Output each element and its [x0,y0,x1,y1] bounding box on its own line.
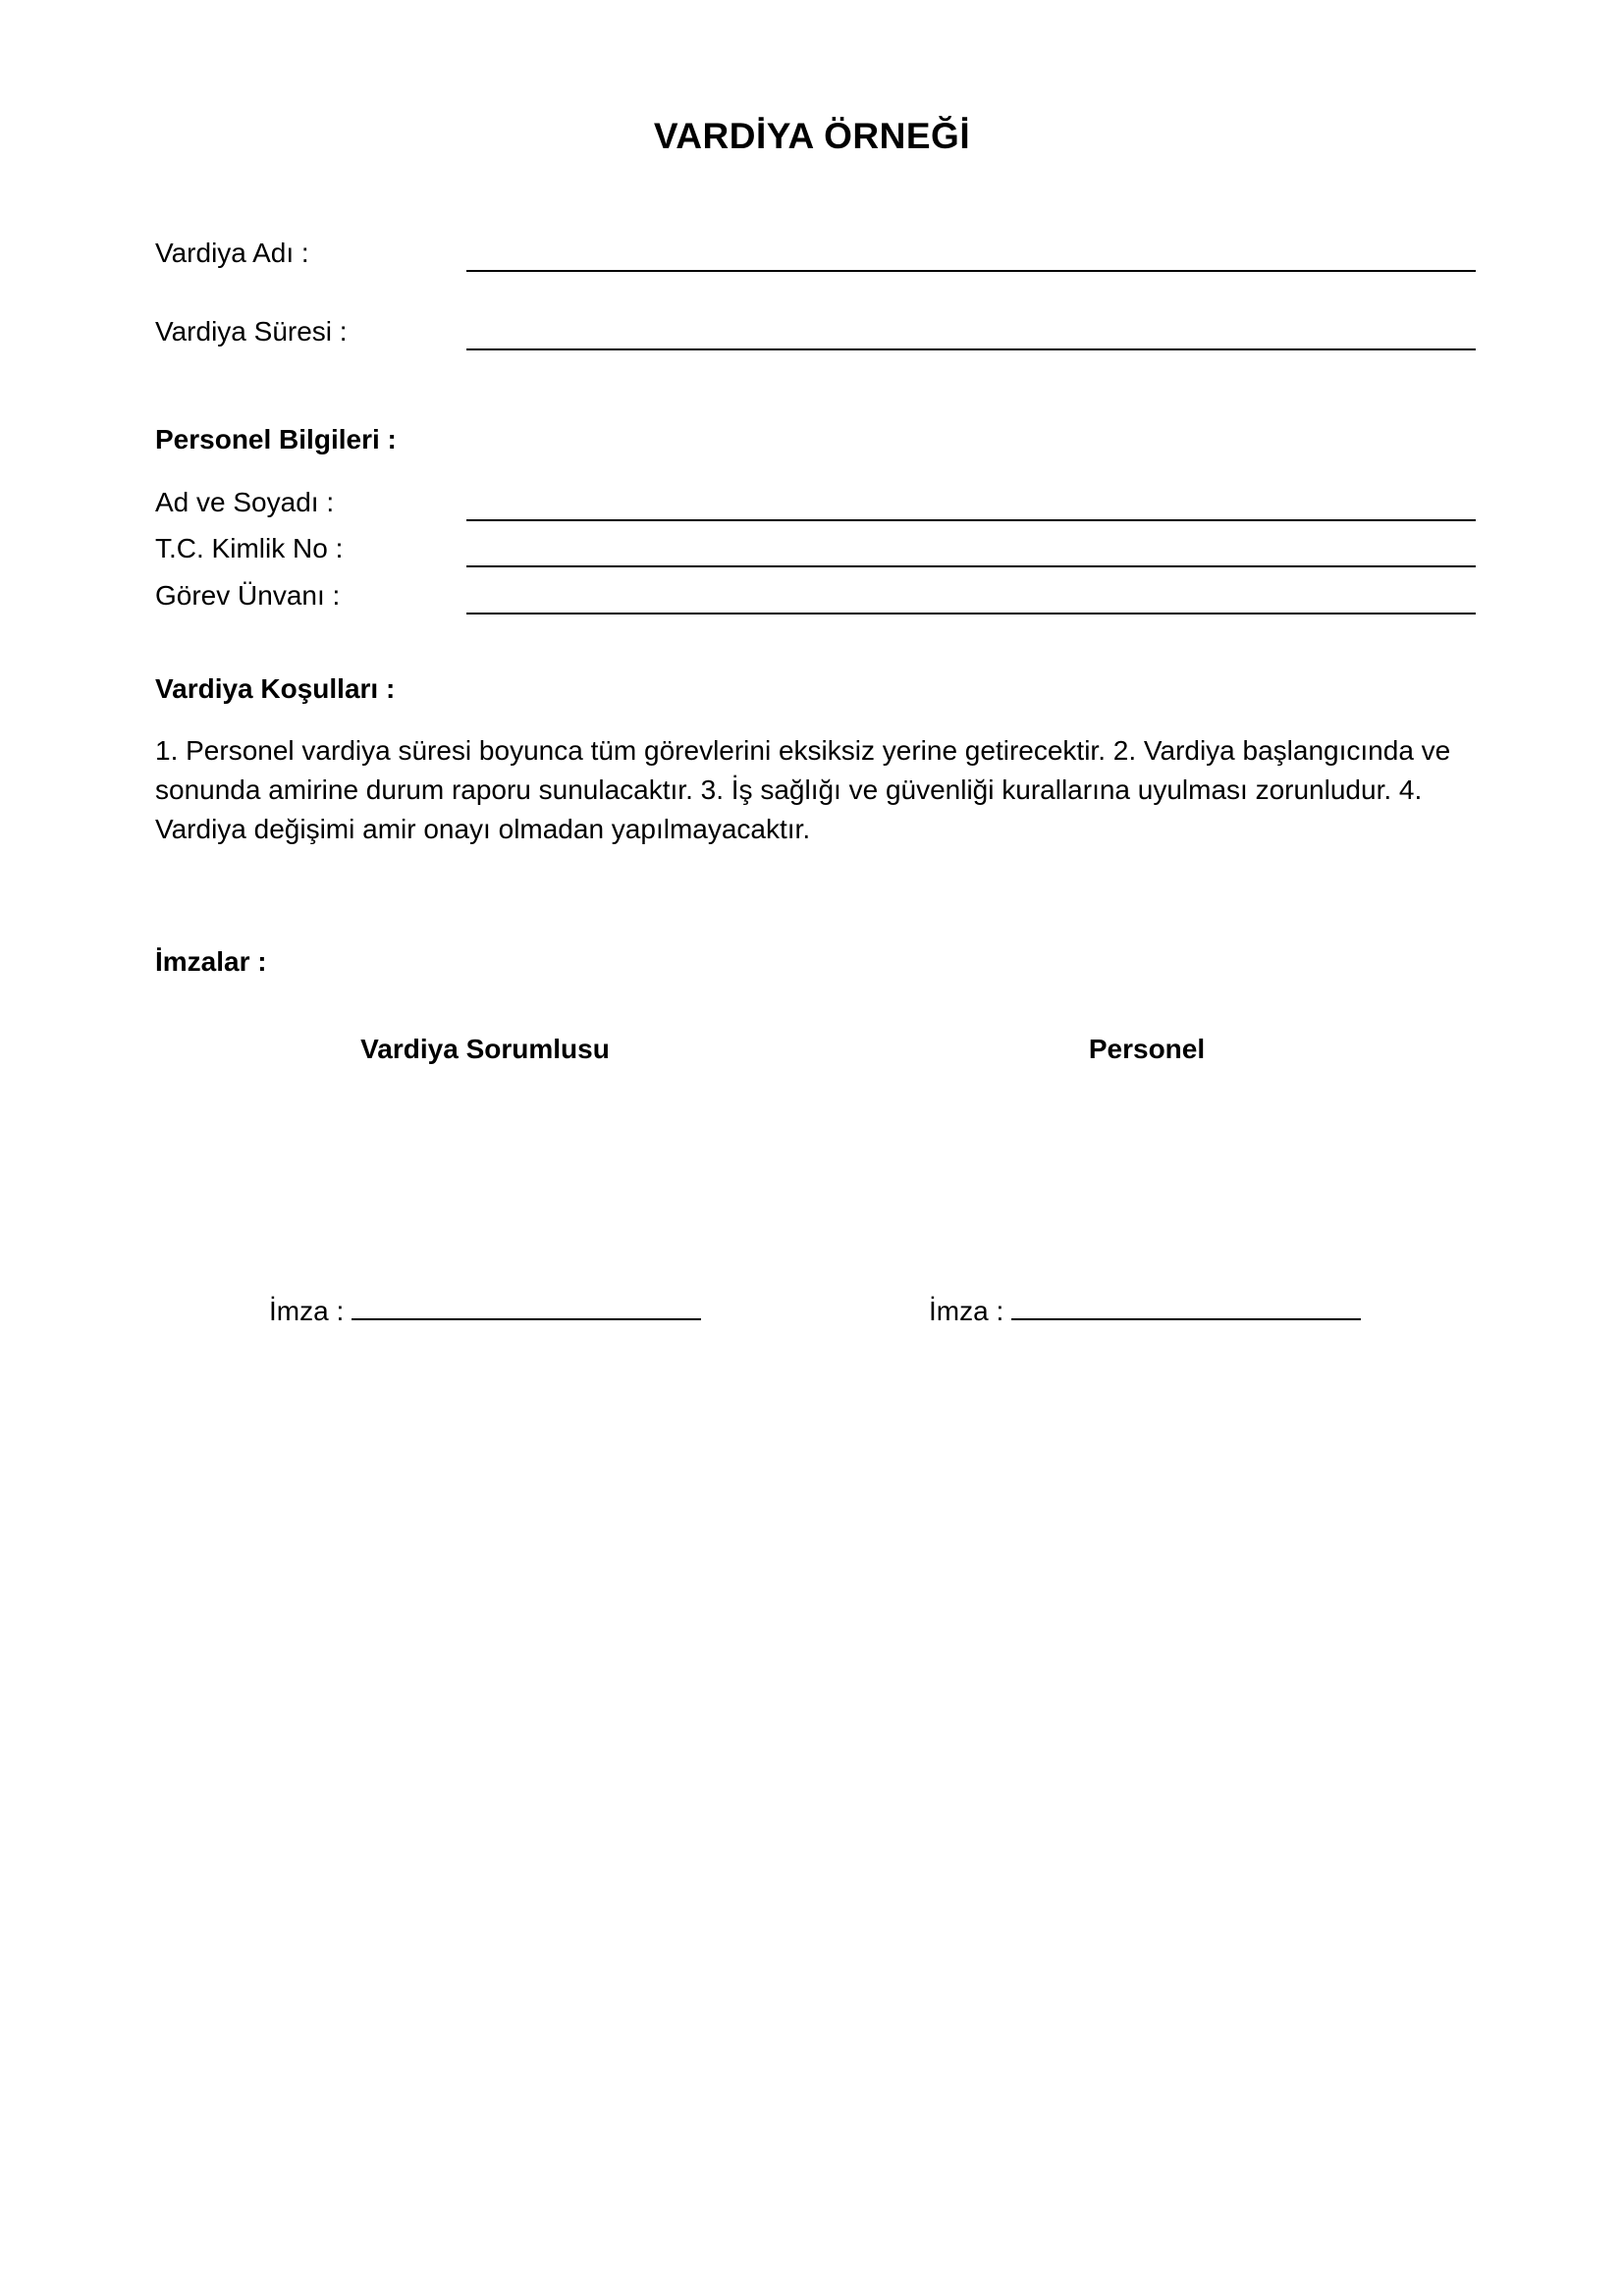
conditions-text: 1. Personel vardiya süresi boyunca tüm görevlerini eksiksiz yerine getirecektir. 2. Vardiya başlangıcında ve sonunda amirine durum raporu sunulacaktır. 3. İş sağlığı ve güvenliği kurallarına uyulması zorunludur. 4. Vardiya değişimi amir onayı olmadan yapılmayacaktır. [155,735,1451,844]
personnel-title-field[interactable] [466,613,1476,614]
signature-right-field[interactable] [1011,1297,1361,1320]
signature-right-label: İmza : [929,1296,1004,1326]
signature-left-title: Vardiya Sorumlusu [360,1034,610,1064]
signature-left-label: İmza : [269,1296,345,1326]
personnel-id-field[interactable] [466,565,1476,567]
personnel-id-label: T.C. Kimlik No : [155,533,344,563]
personnel-name-label: Ad ve Soyadı : [155,487,335,517]
signature-left-row [269,1296,701,1327]
shift-duration-label: Vardiya Süresi : [155,316,348,347]
personnel-title-label: Görev Ünvanı : [155,580,341,611]
signature-left-field[interactable] [352,1297,701,1320]
personnel-heading: Personel Bilgileri : [155,424,397,454]
signature-right-title: Personel [1088,1034,1206,1064]
personnel-name-field[interactable] [466,519,1476,521]
shift-name-label: Vardiya Adı : [155,238,309,268]
signature-right-row [929,1296,1361,1327]
shift-duration-field[interactable] [466,348,1476,350]
conditions-heading: Vardiya Koşulları : [155,673,396,704]
signatures-heading: İmzalar : [155,946,267,977]
shift-name-field[interactable] [466,270,1476,272]
document-title: VARDİYA ÖRNEĞİ [653,116,971,156]
